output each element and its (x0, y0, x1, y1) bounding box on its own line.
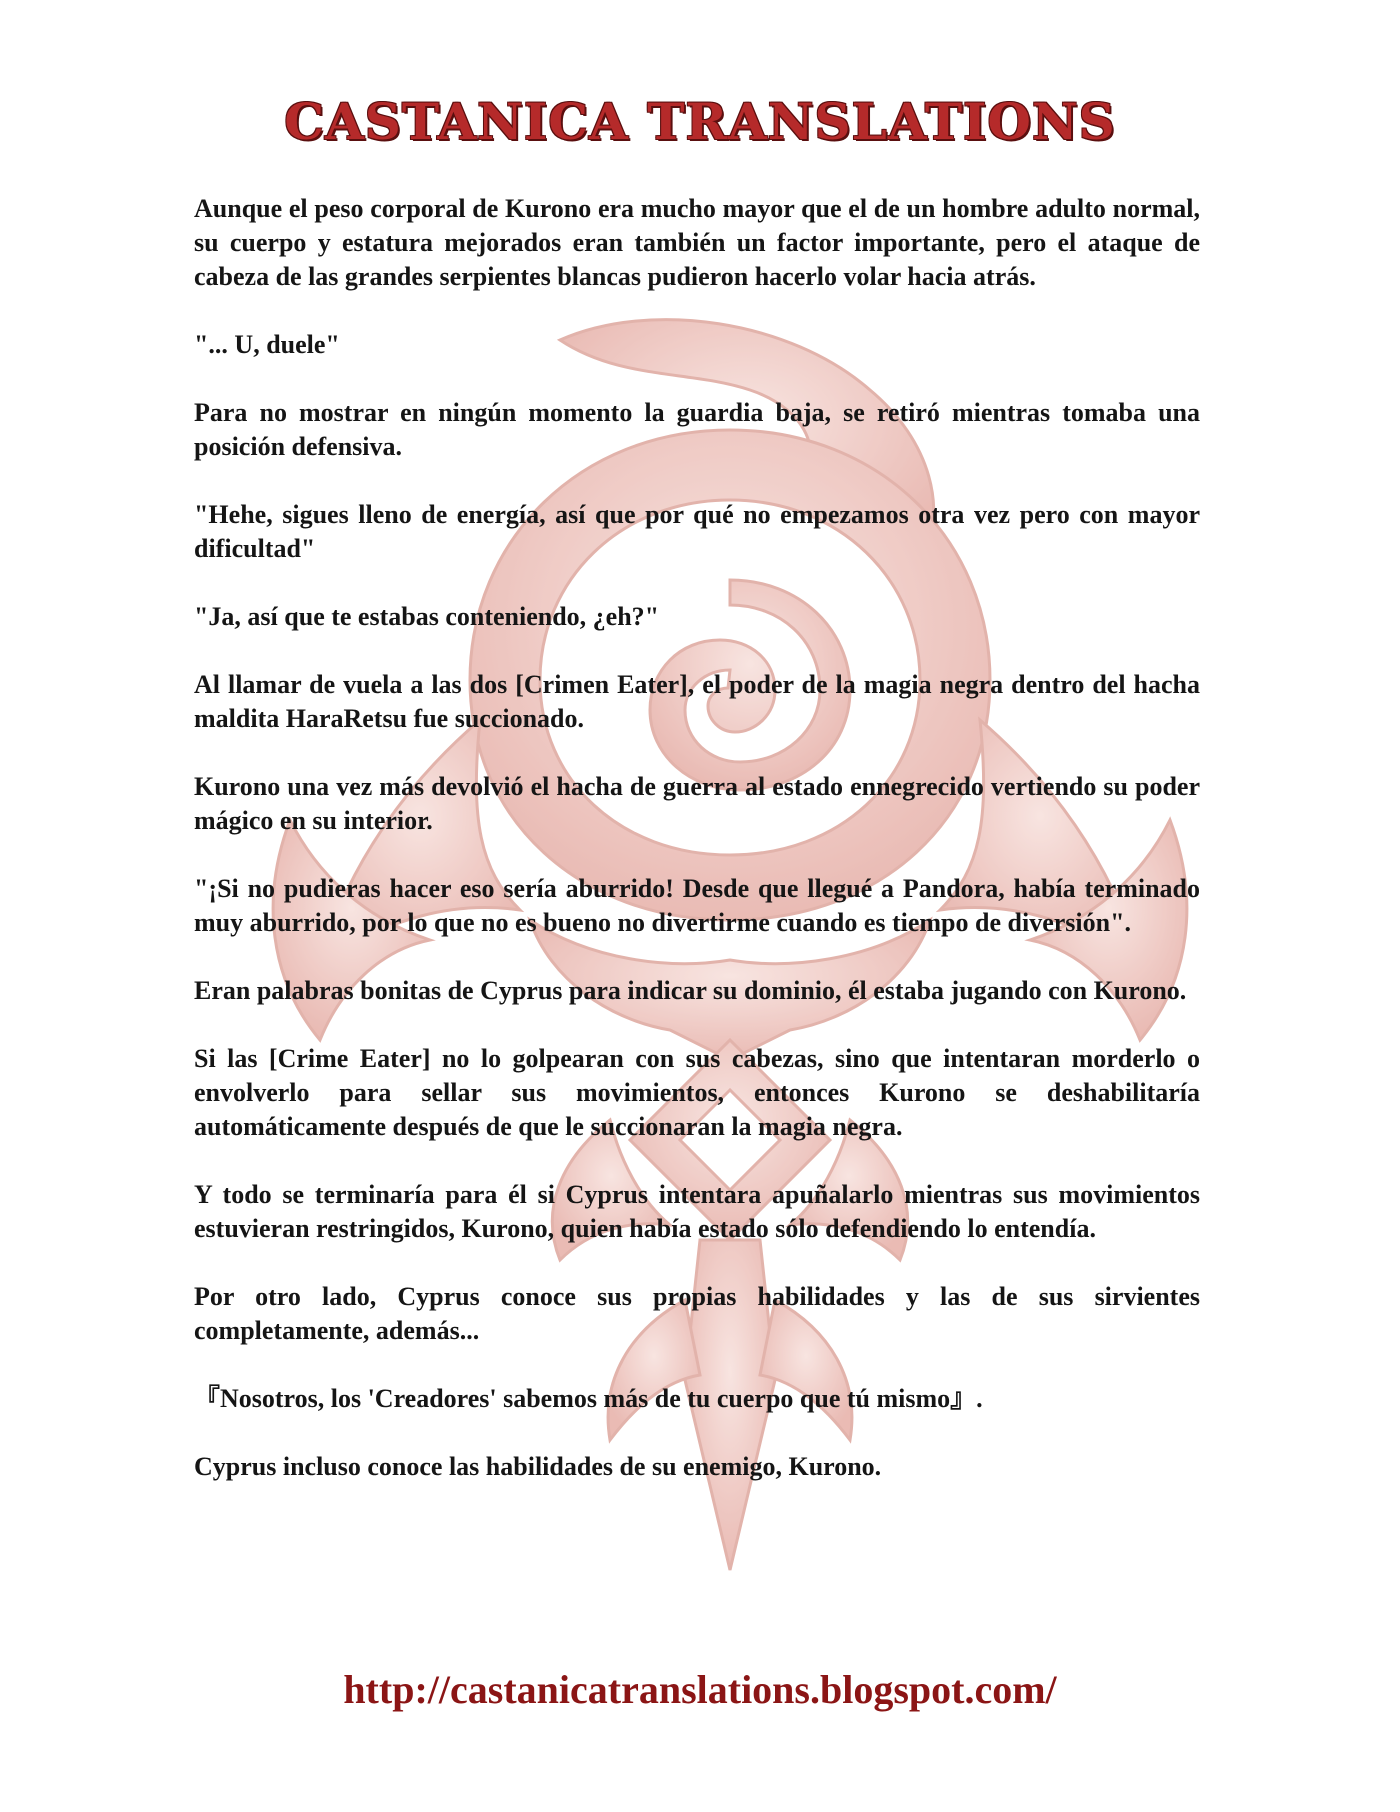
paragraph: "... U, duele" (194, 330, 340, 359)
document-body (194, 192, 1200, 1518)
paragraph: Y todo se terminaría para él si Cyprus intentara apuñalarlo mientras sus movimientos estuvieran restringidos, Kurono, quien había estado sólo defendiendo lo entendía. (194, 1180, 1200, 1243)
footer-blog-link[interactable]: http://castanicatranslations.blogspot.com/ (343, 1667, 1057, 1712)
paragraph: Eran palabras bonitas de Cyprus para indicar su dominio, él estaba jugando con Kurono. (194, 976, 1187, 1005)
paragraph: Kurono una vez más devolvió el hacha de guerra al estado ennegrecido vertiendo su poder mágico en su interior. (194, 772, 1200, 835)
paragraph: Para no mostrar en ningún momento la guardia baja, se retiró mientras tomaba una posición defensiva. (194, 398, 1200, 461)
header-title: CASTANICA TRANSLATIONS (284, 92, 1116, 151)
paragraph: "Hehe, sigues lleno de energía, así que por qué no empezamos otra vez pero con mayor dificultad" (194, 500, 1200, 563)
paragraph: Si las [Crime Eater] no lo golpearan con sus cabezas, sino que intentaran morderlo o envolverlo para sellar sus movimientos, entonces Kurono se deshabilitaría automáticamente después de que le succionaran la magia negra. (194, 1044, 1200, 1141)
paragraph: 『Nosotros, los 'Creadores' sabemos más de tu cuerpo que tú mismo』. (194, 1384, 983, 1413)
paragraph: "¡Si no pudieras hacer eso sería aburrido! Desde que llegué a Pandora, había terminado muy aburrido, por lo que no es bueno no divertirme cuando es tiempo de diversión". (194, 874, 1200, 937)
paragraph: Cyprus incluso conoce las habilidades de su enemigo, Kurono. (194, 1452, 882, 1481)
paragraph: Al llamar de vuela a las dos [Crimen Eater], el poder de la magia negra dentro del hacha maldita HaraRetsu fue succionado. (194, 670, 1200, 733)
paragraph: Aunque el peso corporal de Kurono era mucho mayor que el de un hombre adulto normal, su cuerpo y estatura mejorados eran también un factor importante, pero el ataque de cabeza de las grandes serpientes blancas pudieron hacerlo volar hacia atrás. (194, 194, 1200, 291)
paragraph: Por otro lado, Cyprus conoce sus propias habilidades y las de sus sirvientes completamente, además... (194, 1282, 1200, 1345)
paragraph: "Ja, así que te estabas conteniendo, ¿eh?" (194, 602, 660, 631)
